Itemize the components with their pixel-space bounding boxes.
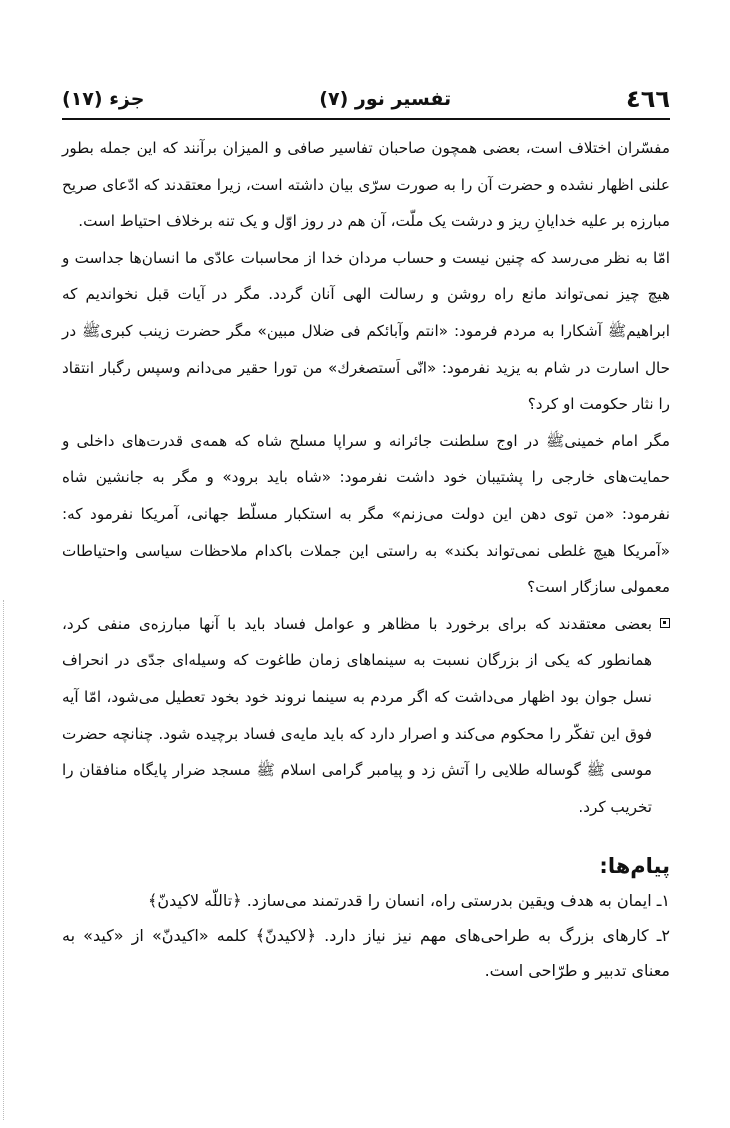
square-bullet-icon bbox=[660, 618, 670, 628]
main-text bbox=[62, 130, 670, 825]
bullet-text: بعضی معتقدند که برای برخورد با مظاهر و عوامل فساد باید با آنها مبارزه‌ی منفی کرد، همانطور که یکی از بزرگان نسبت به سینماهای زمان طاغوت که وسیله‌ای جدّی در انحراف نسل جوان بود اظهار می‌داشت که اگر مردم به سینما نروند خود بخود تعطیل می‌شود، امّا آیه فوق این تفکّر را محکوم می‌کند و اصرار دارد که باید مایه‌ی فساد برچیده شود. چنانچه حضرت موسی ﷺ گوساله طلایی را آتش زد و پیامبر گرامی اسلام ﷺ مسجد ضرار پایگاه منافقان را تخریب کرد. bbox=[62, 614, 652, 816]
scan-edge bbox=[3, 600, 5, 1120]
paragraph: مگر امام خمینی‌ﷺ در اوج سلطنت جائرانه و سراپا مسلح شاه که همه‌ی قدرت‌های داخلی و حمایت‌های خارجی را پشتیبان خود داشت نفرمود: «شاه باید برود» و مگر به جانشین شاه نفرمود: «من توی دهن این دولت می‌زنم» مگر به استکبار مسلّط جهانی، آمریکا نفرمود که: «آمریکا هیچ غلطی نمی‌تواند بکند» به راستی این جملات باکدام ملاحظات سیاسی واحتیاطات معمولی سازگار است؟ bbox=[62, 431, 670, 597]
message-item: ۲ـ کارهای بزرگ به طراحی‌های مهم نیز نیاز دارد. ﴿لاکیدنّ﴾ کلمه «اکیدنّ» از «کید» به معنای تدبیر و طرّاحی است. bbox=[62, 926, 670, 981]
page-number: ٤٦٦ bbox=[626, 85, 670, 113]
messages-heading: پیام‌ها: bbox=[599, 854, 670, 879]
paragraph: امّا به نظر می‌رسد که چنین نیست و حساب مردان خدا از محاسبات عادّی ما انسان‌ها جداست و هیچ چیز نمی‌تواند مانع راه روشن و رسالت الهی آنان گردد. مگر در آیات قبل نخواندیم که ابراهیمﷺ آشکارا به مردم فرمود: «انتم وآبائکم فی ضلال مبین» مگر حضرت زینب کبری‌ﷺ در حال اسارت در شام به یزید نفرمود: «انّی اَستصغرك» من تورا حقیر می‌دانم وسپس رگبار انتقاد را نثار حکومت او کرد؟ bbox=[62, 248, 670, 414]
book-title: تفسیر نور (۷) bbox=[319, 88, 452, 110]
message-item: ۱ـ ایمان به هدف ویقین بدرستی راه، انسان را قدرتمند می‌سازد. ﴿تاللّه لاکیدنّ﴾ bbox=[147, 891, 670, 911]
paragraph: مفسّران اختلاف است، بعضی همچون صاحبان تفاسیر صافی و المیزان برآنند که این جمله بطور علنی اظهار نشده و حضرت آن را به صورت سرّی بیان داشته است، زیرا معتقدند که ادّعای صریح مبارزه بر علیه خدایانِ ریز و درشت یک ملّت، آن هم در روز اوّل و یک تنه برخلاف احتیاط است. bbox=[62, 139, 670, 231]
part-label: جزء (۱۷) bbox=[62, 88, 145, 110]
bullet-note bbox=[62, 606, 670, 826]
running-header bbox=[62, 80, 670, 120]
page bbox=[62, 80, 670, 988]
messages-list bbox=[62, 883, 670, 988]
